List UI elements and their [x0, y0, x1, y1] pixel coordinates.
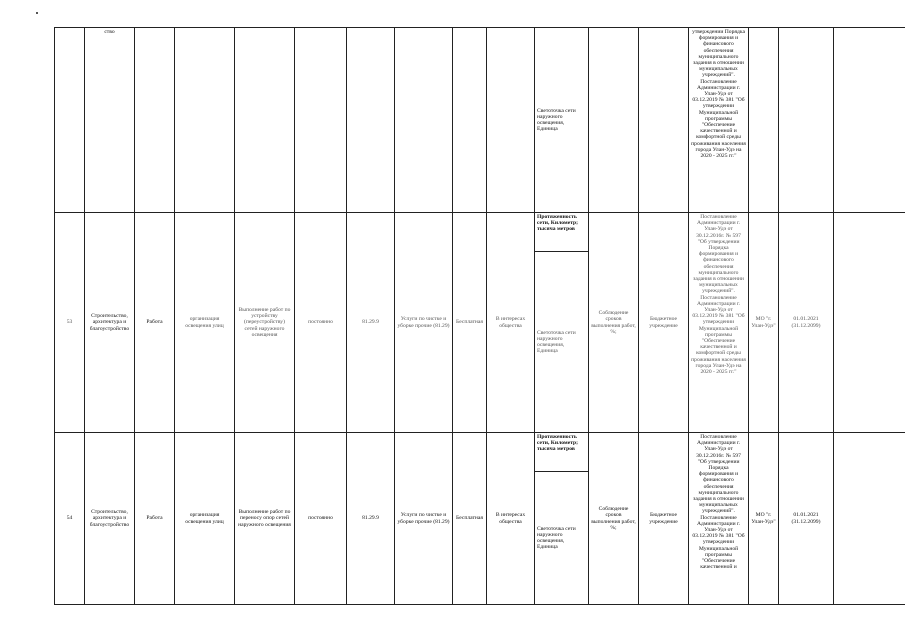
branch-cell: ство: [85, 28, 135, 213]
institution-cell: Бюджетное учреждение: [639, 433, 689, 605]
consumers-cell: В интересах общества: [487, 213, 535, 433]
legal-docs-cell: Постановление Администрации г. Улан-Удэ от 30.12.2016г. № 597 "Об утверждении Порядка формирования и финансового обеспечения муниципального задания в отношении муниципальных учреждений". Постановление Администрации г. Улан-Удэ от 03.12.2019 № 381 "Об утверждении Муниципальной программы "Обеспечение качественной и: [689, 433, 749, 605]
scan-speck: [36, 12, 38, 14]
quality-cell: Соблюдение сроков выполнения работ, %;: [589, 433, 639, 605]
name-cell: организация освещения улиц: [175, 433, 235, 605]
name-cell: организация освещения улиц: [175, 213, 235, 433]
branch-cell: Строительство, архитектура и благоустройство: [85, 433, 135, 605]
consumers-cell: В интересах общества: [487, 433, 535, 605]
indicator-cell: Светоточка сети наружного освещения, Единица: [535, 252, 589, 433]
terms-cell: постоянно: [295, 433, 347, 605]
indicator-cell: Протяженность сети, Километр; тысяча метров: [535, 433, 589, 472]
okpd-cell: Услуги по чистке и уборке прочие (81.29): [395, 213, 453, 433]
okved-cell: 81.29.9: [347, 433, 395, 605]
branch-cell: Строительство, архитектура и благоустройство: [85, 213, 135, 433]
table-row: [55, 28, 905, 213]
terms-cell: постоянно: [295, 213, 347, 433]
content-cell: Выполнение работ по устройству (переустройству) сетей наружного освещения: [235, 213, 295, 433]
quality-cell: Соблюдение сроков выполнения работ, %;: [589, 213, 639, 433]
row-number: 54: [55, 433, 85, 605]
kind-cell: Работа: [135, 213, 175, 433]
period-cell: 01.01.2021 (31.12.2099): [779, 433, 834, 605]
authority-cell: МО "г. Улан-Удэ": [749, 213, 779, 433]
legal-docs-cell: утверждении Порядка формирования и финансового обеспечения муниципального задания в отношении муниципальных учреждений". Постановление Администрации г. Улан-Удэ от 03.12.2019 № 381 "Об утверждении Муниципальной программы "Обеспечение качественной и комфортной среды проживания населения города Улан-Удэ на 2020 - 2025 гг.": [689, 28, 749, 213]
institution-cell: Бюджетное учреждение: [639, 213, 689, 433]
row-number: 53: [55, 213, 85, 433]
payment-cell: Бесплатная: [453, 433, 487, 605]
table-row: [55, 213, 905, 252]
services-register-table: [54, 27, 905, 605]
indicator-cell: Светоточка сети наружного освещения, Единица: [535, 472, 589, 605]
legal-docs-cell: Постановление Администрации г. Улан-Удэ от 30.12.2016г. № 597 "Об утверждении Порядка формирования и финансового обеспечения муниципального задания в отношении муниципальных учреждений". Постановление Администрации г. Улан-Удэ от 03.12.2019 № 381 "Об утверждении Муниципальной программы "Обеспечение качественной и комфортной среды проживания населения города Улан-Удэ на 2020 - 2025 гг.": [689, 213, 749, 433]
okpd-cell: Услуги по чистке и уборке прочие (81.29): [395, 433, 453, 605]
payment-cell: Бесплатная: [453, 213, 487, 433]
indicator-cell: Протяженность сети, Километр; тысяча метров: [535, 213, 589, 252]
indicator-cell: Светоточка сети наружного освещения, Единица: [535, 28, 589, 213]
okved-cell: 81.29.9: [347, 213, 395, 433]
authority-cell: МО "г. Улан-Удэ": [749, 433, 779, 605]
content-cell: Выполнение работ по переносу опор сетей наружного освещения: [235, 433, 295, 605]
kind-cell: Работа: [135, 433, 175, 605]
table-row: [55, 433, 905, 472]
period-cell: 01.01.2021 (31.12.2099): [779, 213, 834, 433]
